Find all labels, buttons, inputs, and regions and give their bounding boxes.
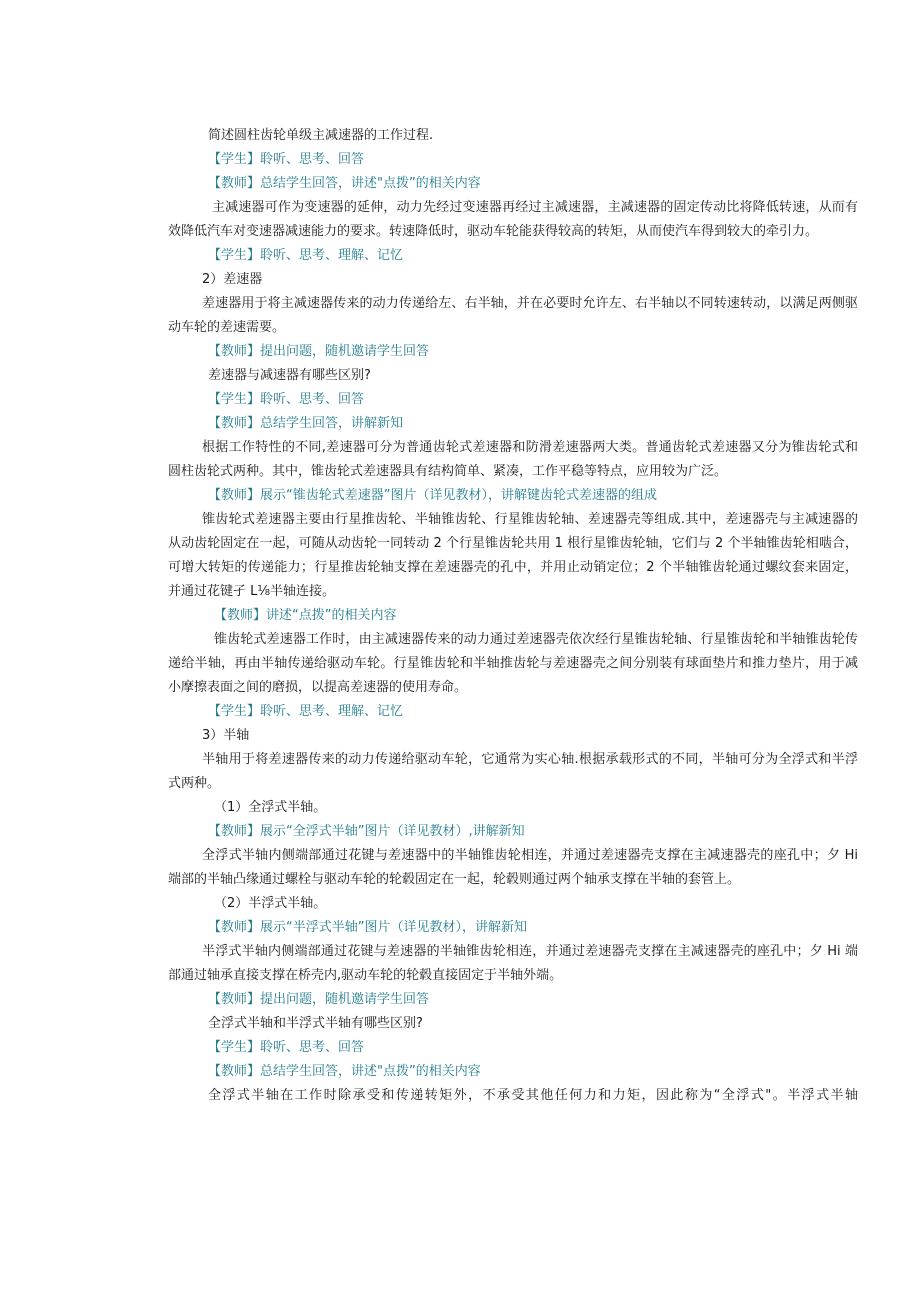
paragraph-line: 全浮式半轴在工作时除承受和传递转矩外，不承受其他任何力和力矩，因此称为“全浮式"。半浮式半轴 [208,1088,858,1103]
paragraph-line: 递给半轴，再由半轴传递给驱动车轮。行星锥齿轮和半轴推齿轮与差速器壳之间分别装有球面垫片和推力垫片，用于减 [168,656,858,671]
paragraph-line: 从动齿轮固定在一起，可随从动齿轮一同转动 2 个行星锥齿轮共用 1 根行星锥齿轮轴，它们与 2 个半轴锥齿轮相啮合， [168,536,858,551]
paragraph-line: 半浮式半轴内侧端部通过花键与差速器的半轴锥齿轮相连，并通过差速器壳支撑在主减速器壳的座孔中；夕 Hi 端 [202,944,858,959]
paragraph-line: 全浮式半轴内侧端部通过花键与差速器中的半轴锥齿轮相连，并通过差速器壳支撑在主减速器壳的座孔中；夕 Hi [202,848,858,863]
paragraph-line: （1）全浮式半轴。 [214,800,327,815]
paragraph-line: 并通过花键孑 L⅛半轴连接。 [168,584,335,599]
dialogue-line: 【学生】聆听、思考、理解、记忆 [208,704,404,719]
dialogue-line: 【教师】总结学生回答，讲解新知 [208,416,404,431]
dialogue-line: 【学生】聆听、思考、回答 [208,392,365,407]
paragraph-line: 锥齿轮式差速器主要由行星推齿轮、半轴锥齿轮、行星锥齿轮轴、差速器壳等组成.其中，差速器壳与主减速器的 [202,512,858,527]
paragraph-line: 锥齿轮式差速器工作时，由主减速器传来的动力通过差速器壳依次经行星锥齿轮轴、行星锥齿轮和半轴锥齿轮传 [214,632,858,647]
paragraph-line: 2）差速器 [202,272,263,287]
dialogue-line: 【教师】提出问题，随机邀请学生回答 [208,992,430,1007]
paragraph-line: 式两种。 [168,776,221,791]
dialogue-line: 【学生】聆听、思考、理解、记忆 [208,248,404,263]
paragraph-line: 根据工作特性的不同,差速器可分为普通齿轮式差速器和防滑差速器两大类。普通齿轮式差速器又分为锥齿轮式和 [202,440,858,455]
paragraph-line: 3）半轴 [202,728,250,743]
dialogue-line: 【学生】聆听、思考、回答 [208,1040,365,1055]
dialogue-line: 【学生】聆听、思考、回答 [208,152,365,167]
dialogue-line: 【教师】总结学生回答，讲述"点拨”的相关内容 [208,176,481,191]
paragraph-line: 动车轮的差速需要。 [168,320,286,335]
paragraph-line: 差速器与减速器有哪些区别? [208,368,371,383]
dialogue-line: 【教师】展示“全浮式半轴”图片（详见教材）,讲解新知 [208,824,525,839]
dialogue-line: 【教师】提出问题，随机邀请学生回答 [208,344,430,359]
paragraph-line: 圆柱齿轮式两种。其中，锥齿轮式差速器具有结构简单、紧凑，工作平稳等特点，应用较为广泛。 [168,464,728,479]
dialogue-line: 【教师】展示“锥齿轮式差速器”图片（详见教材），讲解键齿轮式差速器的组成 [208,488,657,503]
paragraph-line: 差速器用于将主减速器传来的动力传递给左、右半轴，并在必要时允许左、右半轴以不同转速转动，以满足两侧驱 [202,296,858,311]
paragraph-line: （2）半浮式半轴。 [214,896,327,911]
paragraph-line: 主减速器可作为变速器的延伸，动力先经过变速器再经过主减速器，主减速器的固定传动比将降低转速，从而有 [212,200,858,215]
paragraph-line: 小摩擦表面之间的磨损，以提高差速器的使用寿命。 [168,680,468,695]
paragraph-line: 简述圆柱齿轮单级主减速器的工作过程. [208,128,434,143]
paragraph-line: 半轴用于将差速器传来的动力传递给驱动车轮，它通常为实心轴.根据承载形式的不同，半轴可分为全浮式和半浮 [202,752,858,767]
paragraph-line: 效降低汽车对变速器减速能力的要求。转速降低时，驱动车轮能获得较高的转矩，从而使汽车得到较大的牵引力。 [168,224,819,239]
paragraph-line: 全浮式半轴和半浮式半轴有哪些区别? [208,1016,423,1031]
document-body [168,124,858,1108]
paragraph-line: 可增大转矩的传递能力；行星推齿轮轴支撑在差速器壳的孔中，并用止动销定位；2 个半轴锥齿轮通过螺纹套来固定， [168,560,858,575]
paragraph-line: 端部的半轴凸缘通过螺栓与驱动车轮的轮毂固定在一起，轮毂则通过两个轴承支撑在半轴的套管上。 [168,872,741,887]
dialogue-line: 【教师】总结学生回答，讲述"点拨”的相关内容 [208,1064,481,1079]
dialogue-line: 【教师】展示“半浮式半轴”图片（详见教材），讲解新知 [208,920,527,935]
paragraph-line: 部通过轴承直接支撑在桥壳内,驱动车轮的轮毂直接固定于半轴外端。 [168,968,563,983]
dialogue-line: 【教师】讲述“点拨”的相关内容 [214,608,397,623]
